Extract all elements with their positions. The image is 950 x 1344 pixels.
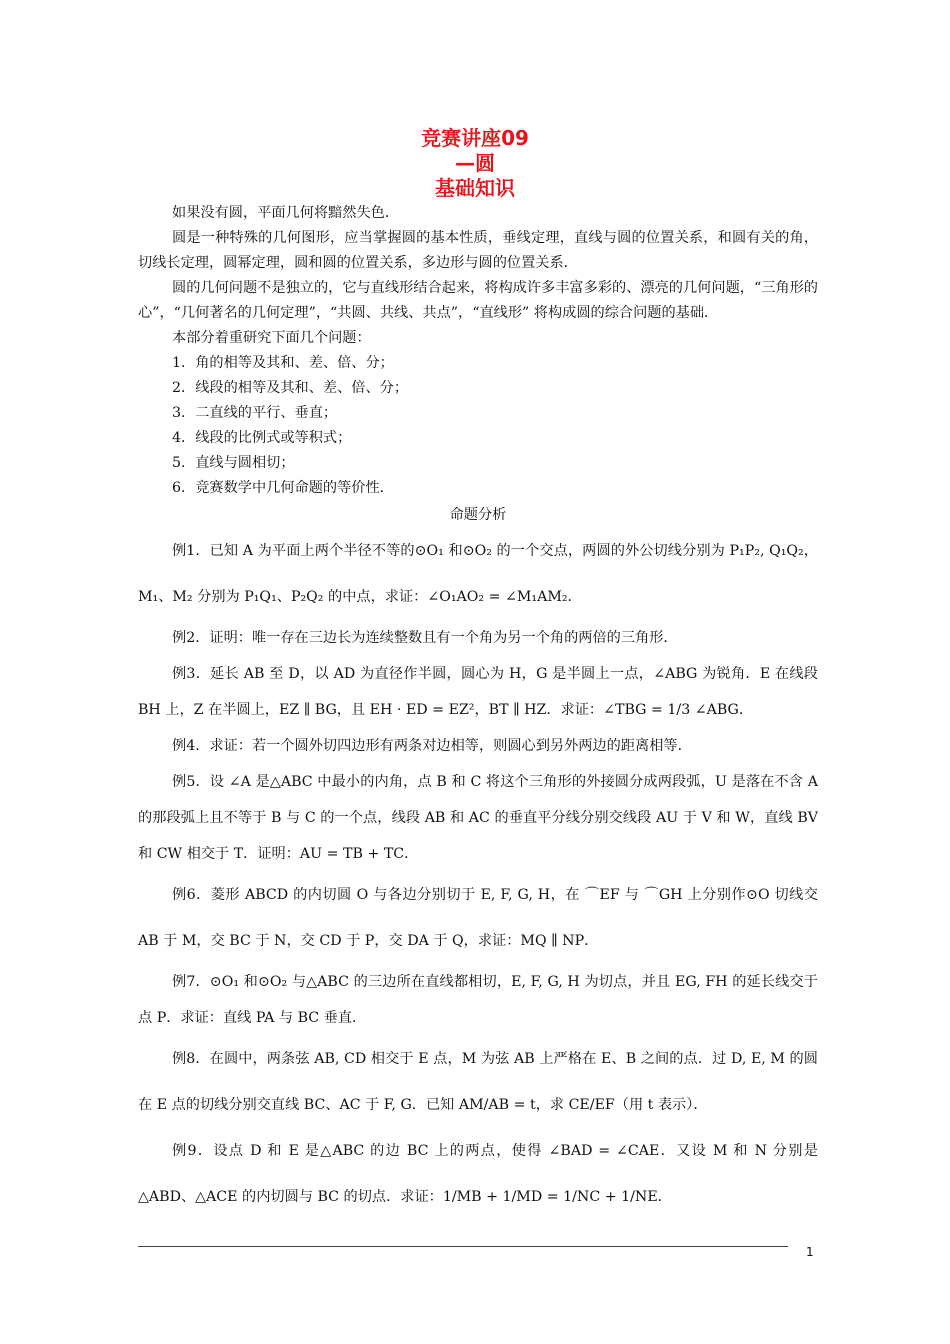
footer-divider	[138, 1246, 788, 1247]
example-8: 例8．在圆中，两条弦 AB, CD 相交于 E 点，M 为弦 AB 上严格在 E、B 之间的点．过 D, E, M 的圆在 E 点的切线分别交直线 BC、AC 于 F, G．已知 AM/AB = t，求 CE/EF（用 t 表示）．	[138, 1051, 818, 1113]
example-3: 例3．延长 AB 至 D，以 AD 为直径作半圆，圆心为 H，G 是半圆上一点，∠ABG 为锐角．E 在线段 BH 上，Z 在半圆上，EZ ∥ BG，且 EH · ED = EZ²，BT ∥ HZ．求证：∠TBG = 1/3 ∠ABG．	[138, 666, 818, 718]
topic-item: 5．直线与圆相切；	[172, 455, 295, 471]
topic-item: 2．线段的相等及其和、差、倍、分；	[172, 380, 409, 396]
page-number: 1	[806, 1245, 814, 1259]
example-2: 例2．证明：唯一存在三边长为连续整数且有一个角为另一个角的两倍的三角形．	[172, 630, 678, 646]
topic-item: 1．角的相等及其和、差、倍、分；	[172, 355, 394, 371]
topic-item: 4．线段的比例式或等积式；	[172, 430, 352, 446]
topic-item: 6．竞赛数学中几何命题的等价性．	[172, 480, 394, 496]
intro-paragraph-3: 圆的几何问题不是独立的，它与直线形结合起来，将构成许多丰富多彩的、漂亮的几何问题，“三角形的心”，“几何著名的几何定理”，“共圆、共线、共点”，“直线形” 将构成圆的综合问题的基础．	[138, 280, 818, 321]
topic-item: 3．二直线的平行、垂直；	[172, 405, 338, 421]
example-9: 例9．设点 D 和 E 是△ABC 的边 BC 上的两点，使得 ∠BAD = ∠CAE．又设 M 和 N 分别是△ABD、△ACE 的内切圆与 BC 的切点．求证：1/MB + 1/MD = 1/NC + 1/NE．	[138, 1143, 818, 1205]
lecture-subtitle: —圆	[455, 151, 495, 175]
example-4: 例4．求证：若一个圆外切四边形有两条对边相等，则圆心到另外两边的距离相等．	[172, 738, 692, 754]
example-7: 例7．⊙O₁ 和⊙O₂ 与△ABC 的三边所在直线都相切，E, F, G, H 为切点，并且 EG, FH 的延长线交于点 P．求证：直线 PA 与 BC 垂直．	[138, 974, 818, 1026]
document-body	[138, 201, 818, 1220]
example-5: 例5．设 ∠A 是△ABC 中最小的内角，点 B 和 C 将这个三角形的外接圆分成两段弧，U 是落在不含 A 的那段弧上且不等于 B 与 C 的一个点，线段 AB 和 AC 的垂直平分线分别交线段 AU 于 V 和 W，直线 BV 和 CW 相交于 T．证明：AU = TB + TC．	[138, 774, 818, 862]
intro-paragraph-1: 如果没有圆，平面几何将黯然失色．	[172, 205, 400, 221]
section-title: 基础知识	[435, 176, 515, 200]
intro-paragraph-4: 本部分着重研究下面几个问题：	[172, 330, 371, 346]
example-1: 例1．已知 A 为平面上两个半径不等的⊙O₁ 和⊙O₂ 的一个交点，两圆的外公切线分别为 P₁P₂, Q₁Q₂，M₁、M₂ 分别为 P₁Q₁、P₂Q₂ 的中点，求证：∠O₁AO₂ = ∠M₁AM₂．	[138, 543, 818, 605]
example-6: 例6．菱形 ABCD 的内切圆 O 与各边分别切于 E, F, G, H，在 ⌒EF 与 ⌒GH 上分别作⊙O 切线交 AB 于 M，交 BC 于 N，交 CD 于 P，交 DA 于 Q，求证：MQ ∥ NP．	[138, 887, 818, 949]
intro-paragraph-2: 圆是一种特殊的几何图形，应当掌握圆的基本性质，垂线定理，直线与圆的位置关系，和圆有关的角，切线长定理，圆幂定理，圆和圆的位置关系，多边形与圆的位置关系．	[138, 230, 818, 271]
section-heading: 命题分析	[449, 507, 507, 523]
title-block	[0, 126, 950, 201]
lecture-title: 竞赛讲座09	[421, 126, 529, 150]
